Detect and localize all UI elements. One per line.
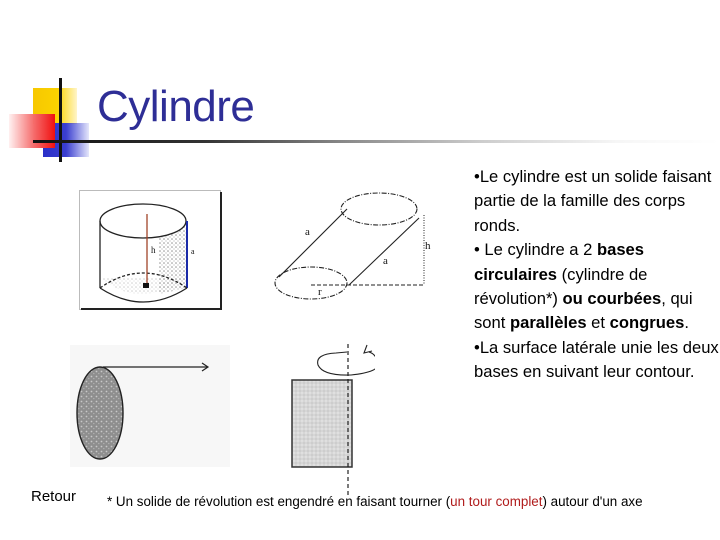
bullet-text: et xyxy=(586,313,610,333)
bullet-marker: • xyxy=(474,167,480,186)
bold-term: ou courbées xyxy=(562,289,662,309)
bold-term: parallèles xyxy=(509,313,587,333)
bullet-item xyxy=(474,238,720,336)
bullet-text: Le cylindre est un solide faisant partie de la famille des corps ronds. xyxy=(474,167,712,235)
back-link[interactable]: Retour xyxy=(31,488,77,505)
bold-term: congrues xyxy=(609,313,685,333)
bullet-text: (cylindre de révolution*) xyxy=(474,264,648,309)
bullet-text: La surface latérale unie les deux bases en suivant leur contour. xyxy=(474,337,719,382)
logo-vertical-line xyxy=(59,78,62,162)
label-a-left: a xyxy=(305,226,310,238)
label-a: a xyxy=(191,247,195,256)
footnote-text: * Un solide de révolution est engendré en faisant tourner ( xyxy=(107,494,451,509)
bullet-item xyxy=(474,336,720,385)
bullet-marker: • xyxy=(474,240,485,260)
rotation-rectangle-figure xyxy=(285,340,375,495)
bold-term: bases circulaires xyxy=(474,240,645,284)
label-a-right: a xyxy=(383,255,388,267)
label-r: r xyxy=(318,286,322,298)
label-h: h xyxy=(425,240,431,252)
bullet-text: , qui sont xyxy=(474,289,693,333)
footnote-highlight: un tour complet xyxy=(450,494,543,509)
bullet-text: Le cylindre a 2 xyxy=(484,240,597,260)
bullet-marker: • xyxy=(474,337,480,357)
translation-ellipse-figure xyxy=(70,345,230,467)
bullet-list xyxy=(474,165,720,385)
title-underline xyxy=(33,140,720,143)
right-cylinder-figure xyxy=(79,190,223,312)
oblique-cylinder-figure xyxy=(255,180,455,310)
footnote xyxy=(107,487,717,516)
bullet-item xyxy=(474,165,720,238)
footnote-text: ) autour d'un axe xyxy=(542,494,643,509)
label-h: h xyxy=(151,245,156,255)
slide-title: Cylindre xyxy=(97,82,255,131)
bullet-text: . xyxy=(684,313,689,333)
